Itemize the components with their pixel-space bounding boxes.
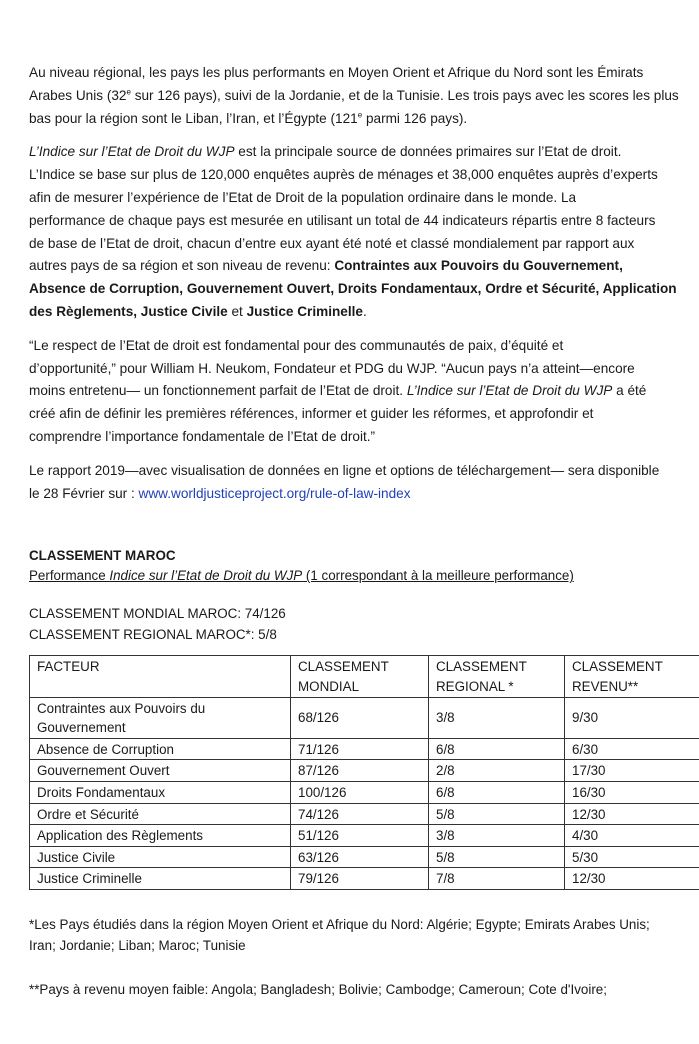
ranking-table	[29, 655, 699, 890]
text-line: de base de l’Etat de droit, chacun d’entre eux ayant été noté et classé mondialement par rapport aux	[29, 235, 635, 251]
paragraph-regional	[29, 62, 699, 130]
ranking-subheading: Performance Indice sur l’Etat de Droit du WJP (1 correspondant à la meilleure performance)	[29, 568, 574, 584]
text-line: performance de chaque pays est mesurée en utilisant un total de 44 indicateurs répartis entre 8 facteurs	[29, 212, 656, 228]
cell-regional: 3/8	[429, 825, 565, 847]
text-line: Le rapport 2019—avec visualisation de données en ligne et options de téléchargement— sera disponible	[29, 462, 660, 478]
cell-factor: Droits Fondamentaux	[30, 781, 291, 803]
text-line: moins entretenu— un fonctionnement parfait de l’Etat de droit. L’Indice sur l’Etat de Droit du WJP a été	[29, 383, 647, 399]
cell-revenu: 12/30	[565, 868, 699, 890]
cell-regional: 6/8	[429, 781, 565, 803]
cell-regional: 5/8	[429, 803, 565, 825]
text-line: Arabes Unis (32e sur 126 pays), suivi de la Jordanie, et de la Tunisie. Les trois pays avec les scores les plus	[29, 87, 679, 103]
header-regional: CLASSEMENT REGIONAL *	[429, 656, 565, 697]
text-line: Absence de Corruption, Gouvernement Ouvert, Droits Fondamentaux, Ordre et Sécurité, Application	[29, 281, 677, 297]
cell-mondial: 79/126	[291, 868, 429, 890]
cell-revenu: 6/30	[565, 738, 699, 760]
text-line: le 28 Février sur : www.worldjusticeproject.org/rule-of-law-index	[29, 485, 411, 501]
cell-mondial: 74/126	[291, 803, 429, 825]
table-row	[30, 825, 699, 847]
cell-mondial: 68/126	[291, 697, 429, 738]
cell-revenu: 16/30	[565, 781, 699, 803]
cell-factor: Ordre et Sécurité	[30, 803, 291, 825]
text-line: L’Indice se base sur plus de 120,000 enquêtes auprès de ménages et 38,000 enquêtes auprès d’experts	[29, 167, 658, 183]
cell-factor: Application des Règlements	[30, 825, 291, 847]
cell-revenu: 12/30	[565, 803, 699, 825]
cell-factor: Justice Criminelle	[30, 868, 291, 890]
table-row	[30, 760, 699, 782]
cell-regional: 3/8	[429, 697, 565, 738]
cell-mondial: 71/126	[291, 738, 429, 760]
header-revenu: CLASSEMENT REVENU**	[565, 656, 699, 697]
ranking-heading: CLASSEMENT MAROC	[29, 548, 176, 564]
cell-mondial: 100/126	[291, 781, 429, 803]
cell-regional: 7/8	[429, 868, 565, 890]
cell-factor: Absence de Corruption	[30, 738, 291, 760]
table-row	[30, 803, 699, 825]
cell-mondial: 87/126	[291, 760, 429, 782]
world-ranking: CLASSEMENT MONDIAL MAROC: 74/126	[29, 606, 286, 622]
cell-regional: 5/8	[429, 846, 565, 868]
paragraph-quote	[29, 335, 699, 449]
cell-regional: 2/8	[429, 760, 565, 782]
cell-revenu: 9/30	[565, 697, 699, 738]
text-line: comprendre l’importance fondamentale de l’Etat de droit.”	[29, 428, 376, 444]
cell-mondial: 63/126	[291, 846, 429, 868]
text-line: autres pays de sa région et son niveau de revenu: Contraintes aux Pouvoirs du Gouvernement,	[29, 258, 623, 274]
header-facteur: FACTEUR	[30, 656, 291, 697]
cell-mondial: 51/126	[291, 825, 429, 847]
cell-factor: Gouvernement Ouvert	[30, 760, 291, 782]
text-line: afin de mesurer l’expérience de l’Etat de Droit de la population ordinaire dans le monde. La	[29, 189, 577, 205]
footnote-income: **Pays à revenu moyen faible: Angola; Bangladesh; Bolivie; Cambodge; Cameroun; Cote d'Ivoire;	[29, 981, 607, 997]
cell-revenu: 4/30	[565, 825, 699, 847]
text-line: créé afin de définir les premières références, informer et guider les réformes, et approfondir et	[29, 406, 594, 422]
text-line: des Règlements, Justice Civile et Justice Criminelle.	[29, 303, 367, 319]
regional-ranking: CLASSEMENT REGIONAL MAROC*: 5/8	[29, 627, 277, 643]
footnote-region: *Les Pays étudiés dans la région Moyen Orient et Afrique du Nord: Algérie; Egypte; Emirats Arabes Unis; Iran; Jordanie; Liban; Maroc; Tunisie	[29, 916, 650, 954]
text-line: L’Indice sur l’Etat de Droit du WJP est la principale source de données primaires sur l’Etat de droit.	[29, 144, 622, 160]
paragraph-report	[29, 460, 699, 506]
cell-revenu: 17/30	[565, 760, 699, 782]
cell-revenu: 5/30	[565, 846, 699, 868]
table-header-row	[30, 656, 699, 697]
table-row	[30, 738, 699, 760]
table-row	[30, 781, 699, 803]
text-line: Au niveau régional, les pays les plus performants en Moyen Orient et Afrique du Nord sont les Émirats	[29, 65, 644, 80]
cell-factor: Contraintes aux Pouvoirs du Gouvernement	[30, 697, 291, 738]
paragraph-index-description	[29, 141, 699, 323]
table-row	[30, 868, 699, 890]
text-line: d’opportunité,” pour William H. Neukom, Fondateur et PDG du WJP. “Aucun pays n’a atteint—encore	[29, 360, 635, 376]
text-line: bas pour la région sont le Liban, l’Iran, et l’Égypte (121e parmi 126 pays).	[29, 110, 468, 126]
header-mondial: CLASSEMENT MONDIAL	[291, 656, 429, 697]
rule-of-law-index-link[interactable]: www.worldjusticeproject.org/rule-of-law-index	[138, 485, 411, 501]
cell-factor: Justice Civile	[30, 846, 291, 868]
document-page	[29, 62, 699, 1000]
table-row	[30, 846, 699, 868]
table-row	[30, 697, 699, 738]
text-line: “Le respect de l’Etat de droit est fondamental pour des communautés de paix, d’équité et	[29, 337, 564, 353]
cell-regional: 6/8	[429, 738, 565, 760]
